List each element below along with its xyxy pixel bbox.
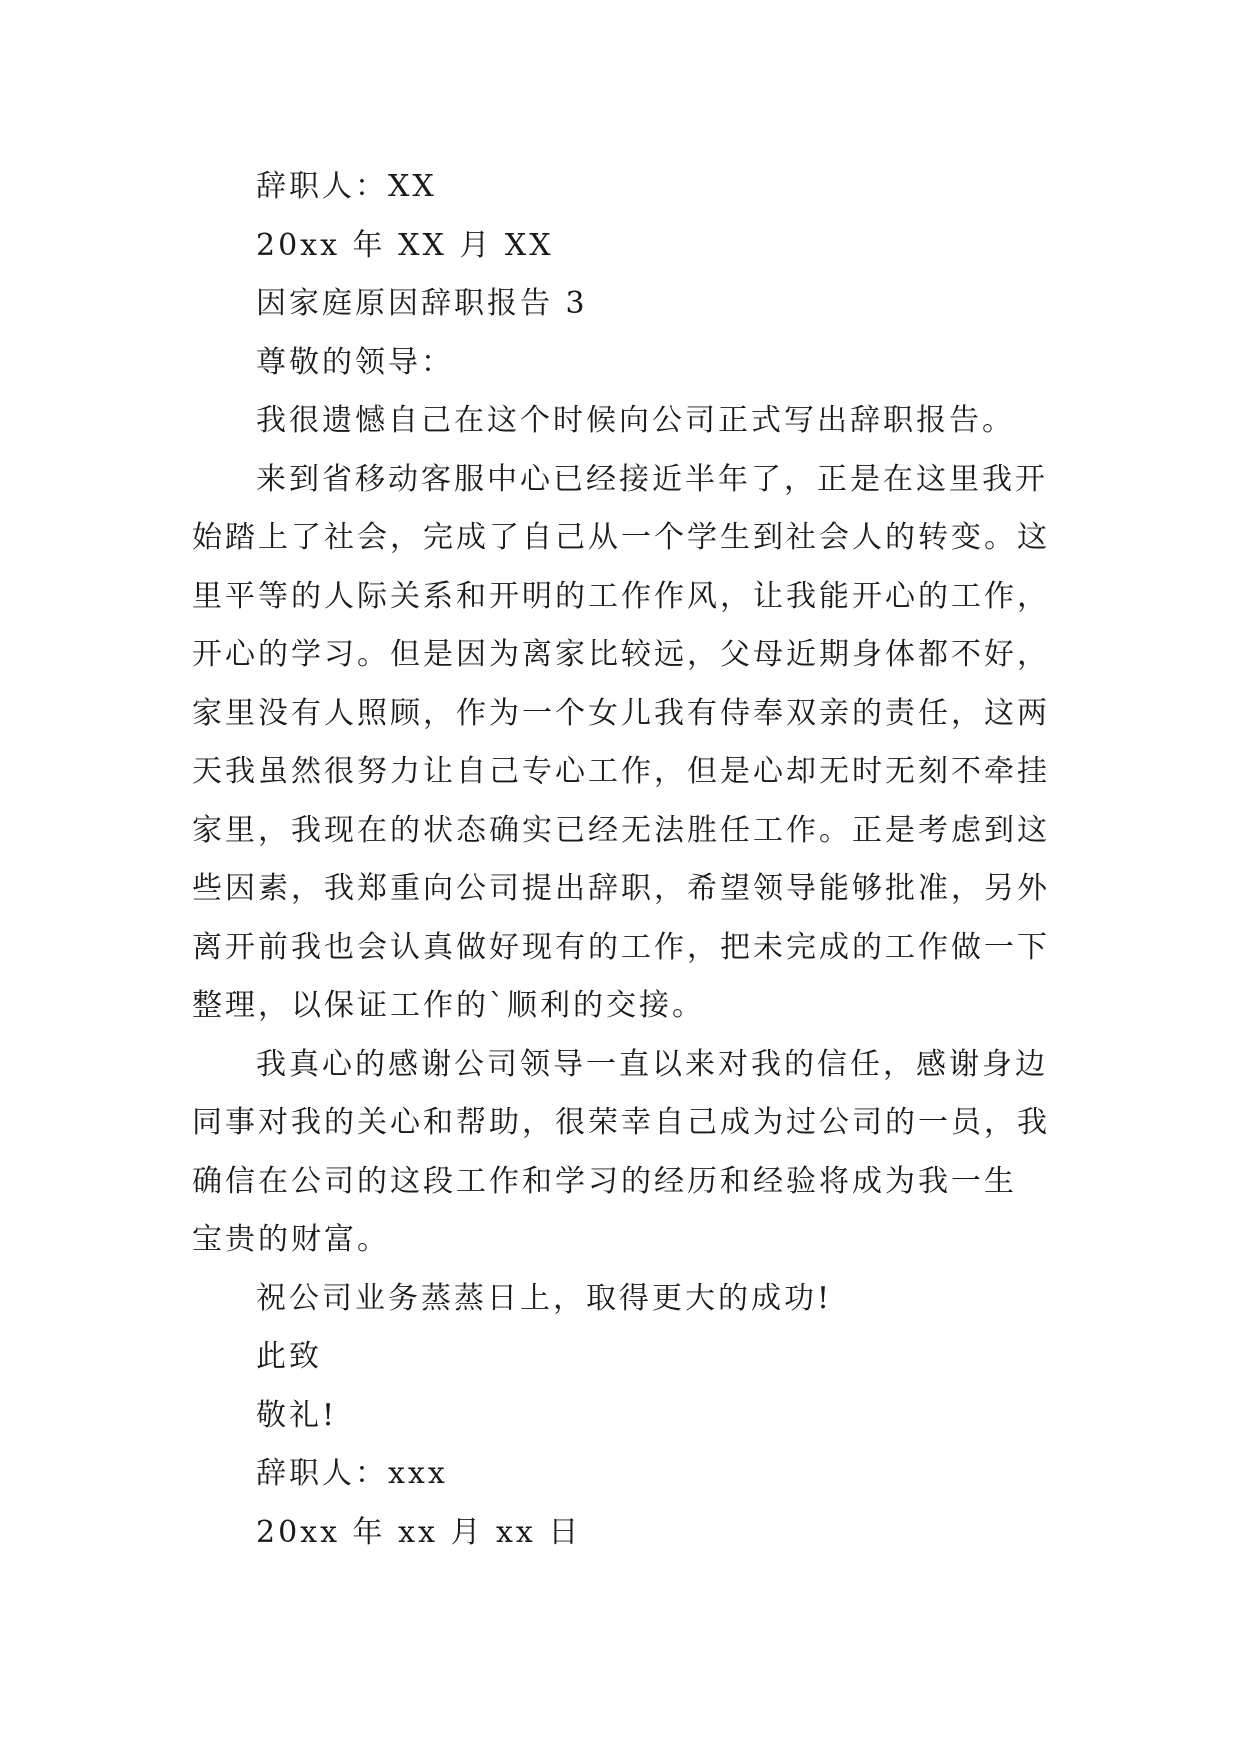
resigner-line-1: 辞职人：XX [256,169,437,204]
document-body [192,158,1054,1562]
paragraph-1-line: 整理，以保证工作的`顺利的交接。 [192,988,705,1023]
closing-cizhi: 此致 [256,1339,322,1374]
paragraph-2-line: 我真心的感谢公司领导一直以来对我的信任，感谢身边 [256,1046,1048,1082]
date-line-2: 20xx 年 xx 月 xx 日 [256,1514,582,1550]
closing-jingli: 敬礼! [256,1397,338,1433]
paragraph-1-line: 里平等的人际关系和开明的工作作风，让我能开心的工作， [192,578,1050,614]
closing-wish: 祝公司业务蒸蒸日上，取得更大的成功! [256,1280,833,1316]
date-line-1: 20xx 年 XX 月 XX [256,227,554,263]
paragraph-1-line: 来到省移动客服中心已经接近半年了，正是在这里我开 [256,461,1048,497]
paragraph-1-line: 离开前我也会认真做好现有的工作，把未完成的工作做一下 [192,929,1050,965]
intro-line: 我很遗憾自己在这个时候向公司正式写出辞职报告。 [256,403,1015,438]
paragraph-1-line: 天我虽然很努力让自己专心工作，但是心却无时无刻不牵挂 [192,754,1050,789]
report-title: 因家庭原因辞职报告 3 [256,286,588,321]
paragraph-1-line: 始踏上了社会，完成了自己从一个学生到社会人的转变。这 [192,520,1050,555]
paragraph-1-line: 些因素，我郑重向公司提出辞职，希望领导能够批准，另外 [192,871,1050,906]
resigner-line-2: 辞职人：xxx [256,1456,448,1491]
paragraph-2-line: 同事对我的关心和帮助，很荣幸自己成为过公司的一员，我 [192,1105,1050,1140]
paragraph-2-line: 宝贵的财富。 [192,1222,390,1257]
paragraph-1-line: 家里，我现在的状态确实已经无法胜任工作。正是考虑到这 [192,812,1050,848]
paragraph-1-line: 开心的学习。但是因为离家比较远，父母近期身体都不好， [192,637,1050,672]
paragraph-2-line: 确信在公司的这段工作和学习的经历和经验将成为我一生 [192,1163,1017,1199]
paragraph-1-line: 家里没有人照顾，作为一个女儿我有侍奉双亲的责任，这两 [192,695,1050,731]
salutation: 尊敬的领导： [256,344,454,380]
